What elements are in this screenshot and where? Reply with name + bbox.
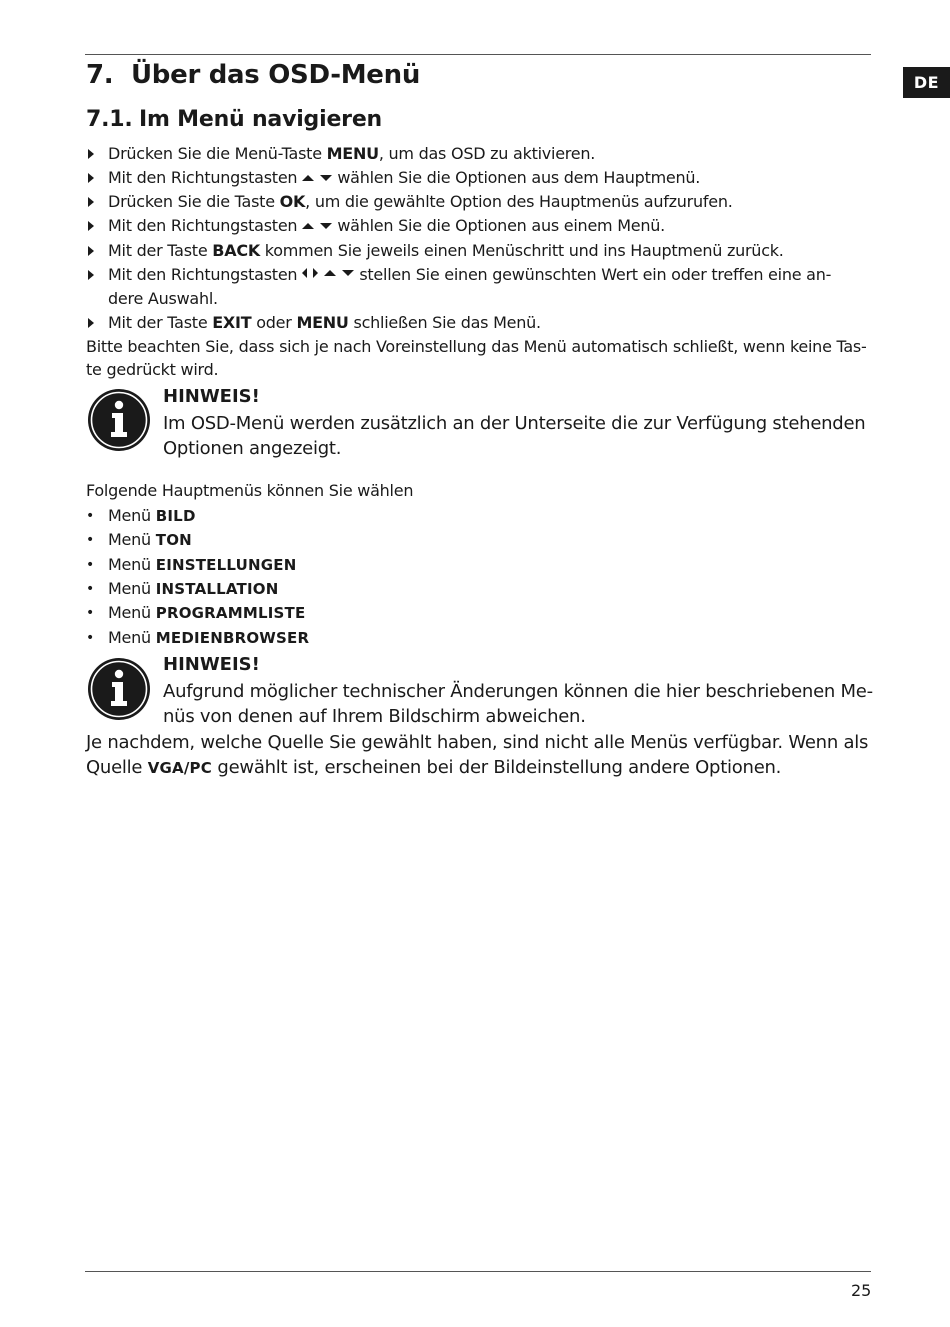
section-number: 7. xyxy=(86,60,114,90)
note-text-line: nüs von denen auf Ihrem Bildschirm abweichen. xyxy=(163,706,586,727)
note-text-line: Aufgrund möglicher technischer Änderungen können die hier beschriebenen Me- xyxy=(163,681,873,702)
bullet-dot-icon: • xyxy=(86,605,95,621)
info-icon xyxy=(87,388,151,452)
note-heading: HINWEIS! xyxy=(163,386,260,407)
bullet-dot-icon: • xyxy=(86,508,95,524)
menus-intro: Folgende Hauptmenüs können Sie wählen xyxy=(86,481,414,500)
arrow-up-icon xyxy=(302,223,314,229)
note-heading: HINWEIS! xyxy=(163,654,260,675)
closing-line: Je nachdem, welche Quelle Sie gewählt haben, sind nicht alle Menüs verfügbar. Wenn als xyxy=(86,732,869,753)
section-heading xyxy=(86,60,420,90)
arrow-down-icon xyxy=(342,270,354,276)
arrow-up-icon xyxy=(324,270,336,276)
menu-name: EINSTELLUNGEN xyxy=(155,556,297,574)
subsection-title: Im Menü navigieren xyxy=(139,107,382,132)
menu-name: INSTALLATION xyxy=(155,580,279,598)
arrow-down-icon xyxy=(320,223,332,229)
arrow-right-icon xyxy=(313,268,318,278)
menu-name: BILD xyxy=(155,507,196,525)
language-tab: DE xyxy=(903,67,950,98)
note-text-line: Im OSD-Menü werden zusätzlich an der Unterseite die zur Verfügung stehenden xyxy=(163,413,866,434)
menu-name: PROGRAMMLISTE xyxy=(155,604,306,622)
arrow-left-icon xyxy=(302,268,307,278)
bottom-rule xyxy=(85,1271,871,1272)
section-title: Über das OSD-Menü xyxy=(131,60,421,90)
auto-close-note-line: Bitte beachten Sie, dass sich je nach Voreinstellung das Menü automatisch schließt, wenn keine Tas- xyxy=(86,337,867,356)
closing-line: Quelle VGA/PC gewählt ist, erscheinen bei der Bildeinstellung andere Optionen. xyxy=(86,757,782,778)
bullet-dot-icon: • xyxy=(86,581,95,597)
subsection-number: 7.1. xyxy=(86,107,133,132)
info-icon xyxy=(87,657,151,721)
auto-close-note-line: te gedrückt wird. xyxy=(86,360,219,379)
bullet-dot-icon: • xyxy=(86,532,95,548)
key-label: MENU xyxy=(326,144,379,163)
menu-name: MEDIENBROWSER xyxy=(155,629,310,647)
top-rule xyxy=(85,54,871,55)
bullet-dot-icon: • xyxy=(86,630,95,646)
menu-name: TON xyxy=(155,531,192,549)
subsection-heading xyxy=(86,107,382,132)
arrow-down-icon xyxy=(320,175,332,181)
key-label: EXIT xyxy=(212,313,252,332)
key-label: MENU xyxy=(296,313,349,332)
key-label: OK xyxy=(279,192,306,211)
key-label: BACK xyxy=(212,241,260,260)
page-number: 25 xyxy=(851,1281,872,1300)
arrow-up-icon xyxy=(302,175,314,181)
source-name: VGA/PC xyxy=(147,759,212,777)
bullet-dot-icon: • xyxy=(86,557,95,573)
note-text-line: Optionen angezeigt. xyxy=(163,438,342,459)
